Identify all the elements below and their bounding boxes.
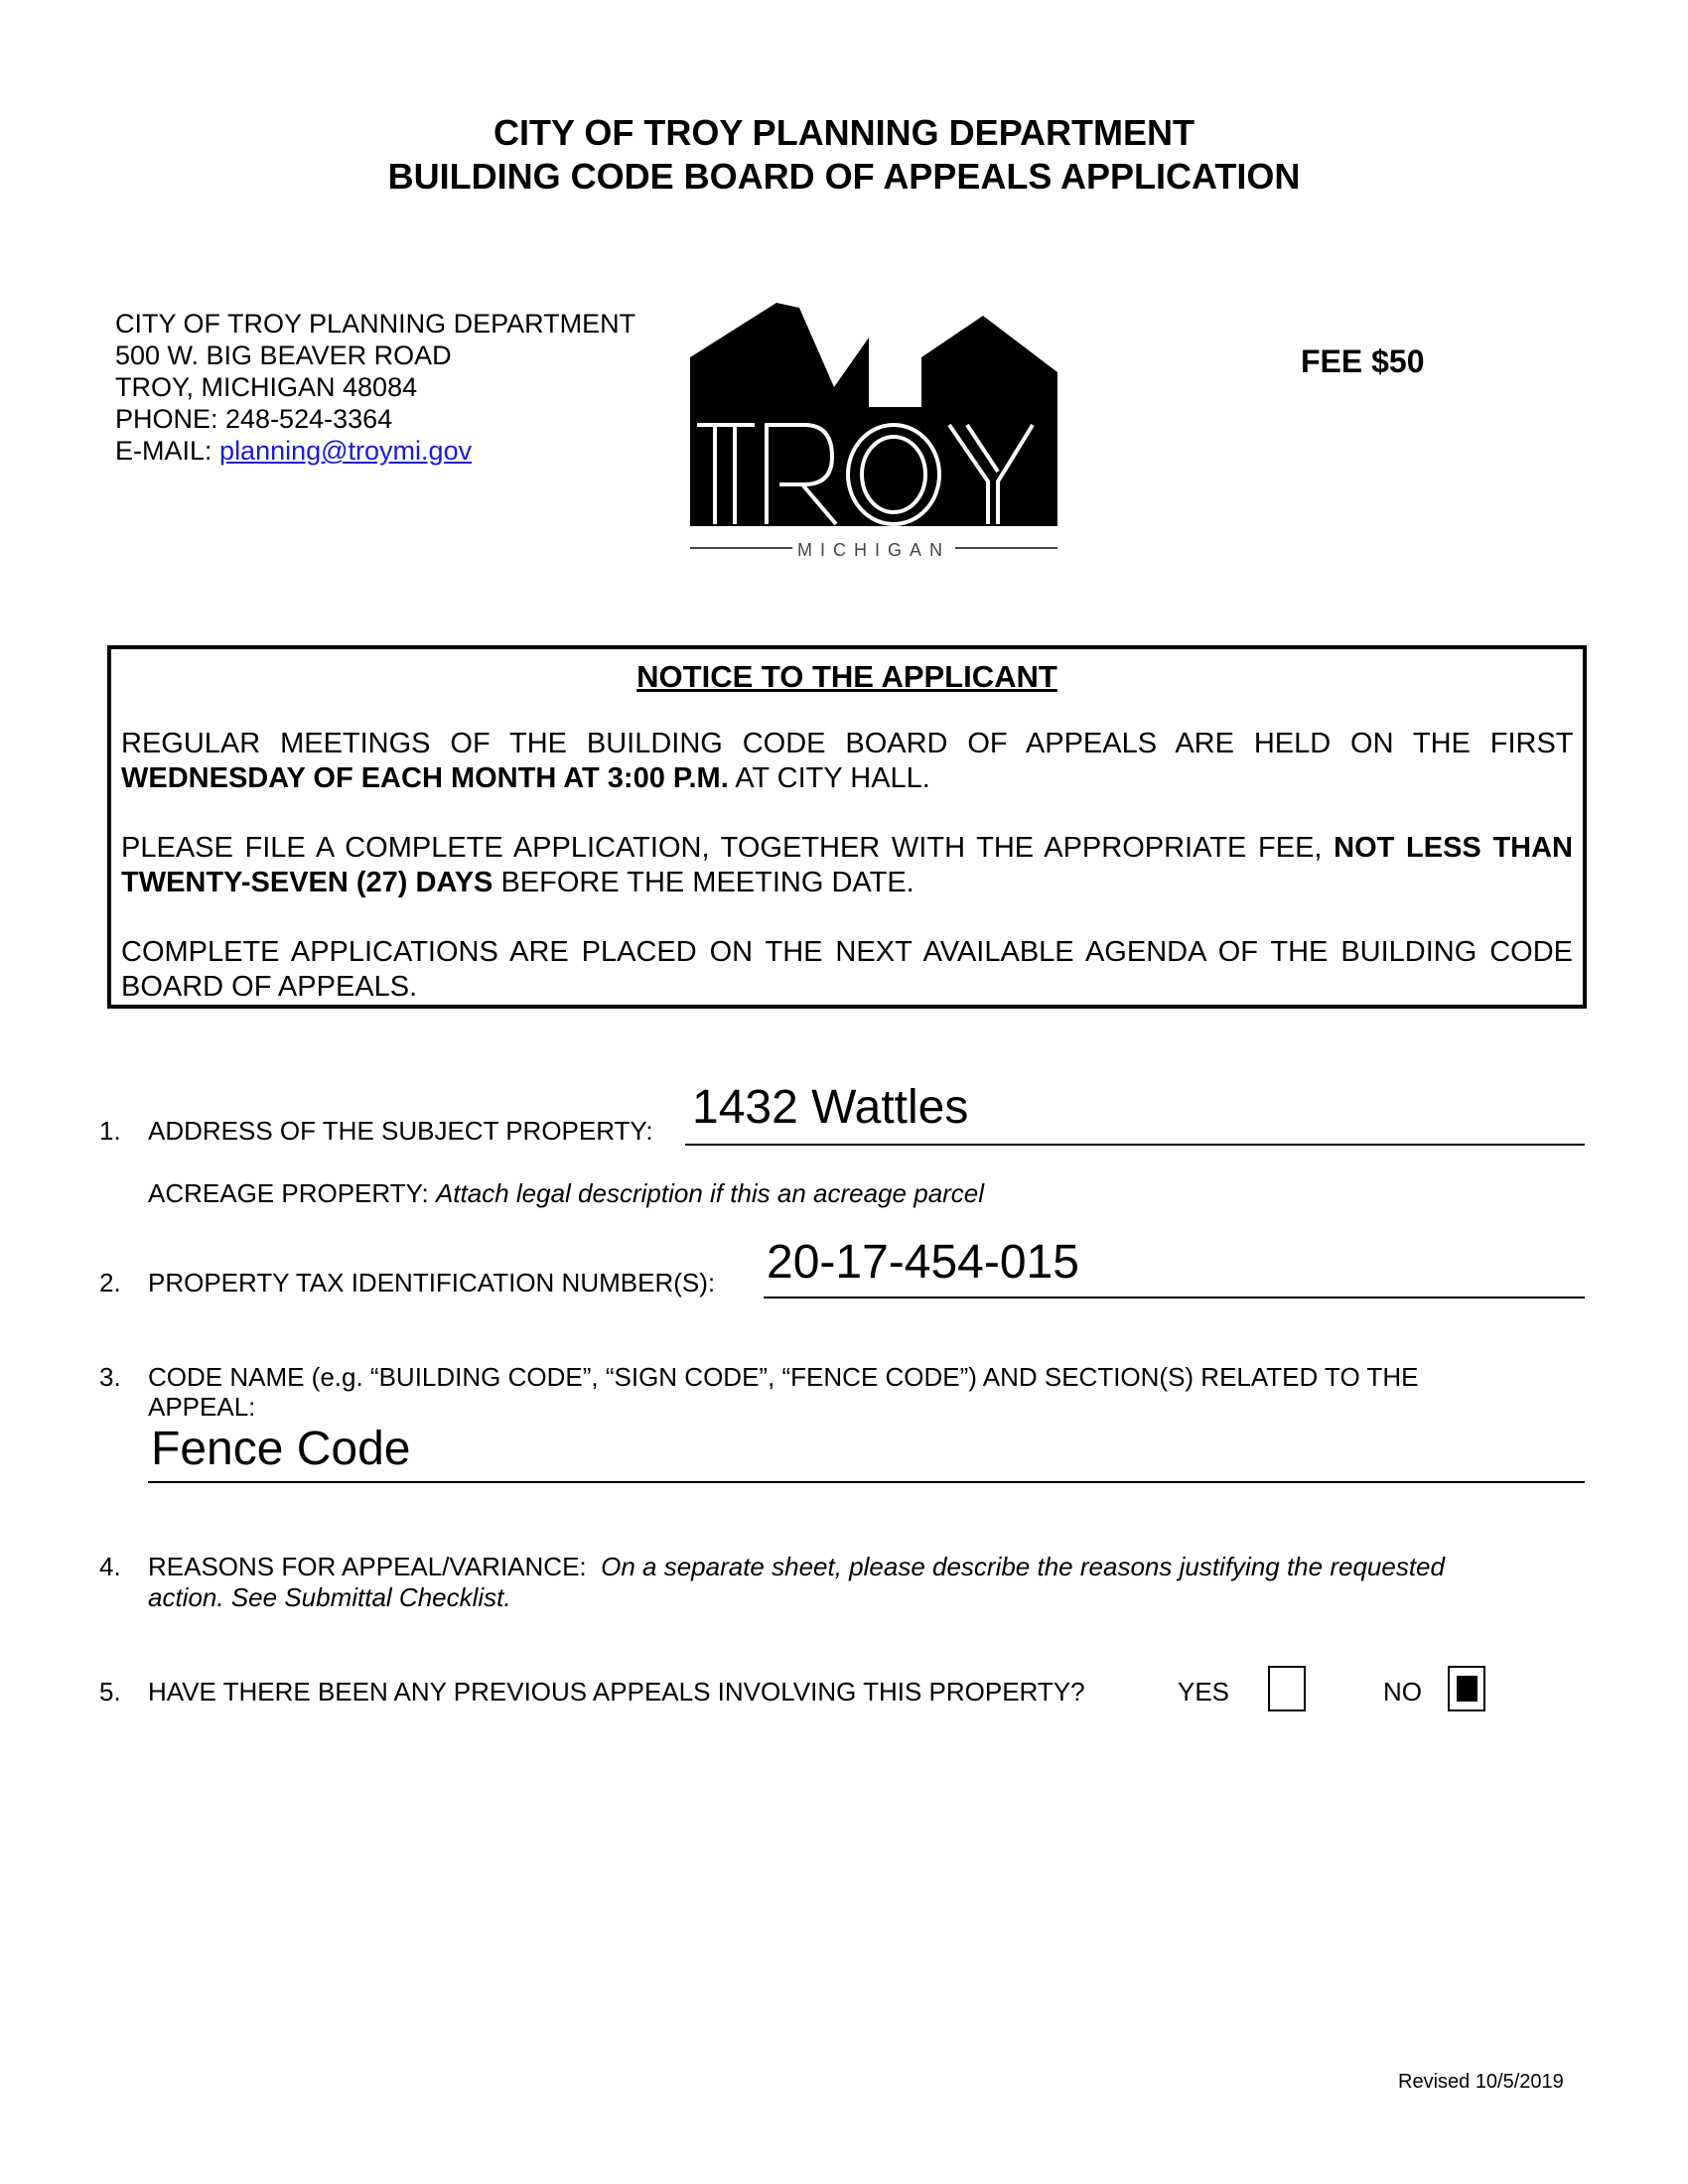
troy-logo: [685, 298, 1062, 561]
contact-city: TROY, MICHIGAN 48084: [115, 372, 418, 402]
contact-phone: PHONE: 248-524-3364: [115, 404, 393, 434]
q5-no-label: NO: [1383, 1677, 1422, 1706]
notice-p1-tail: AT CITY HALL.: [728, 762, 930, 794]
q1-label: ADDRESS OF THE SUBJECT PROPERTY:: [148, 1116, 653, 1146]
q2-label: PROPERTY TAX IDENTIFICATION NUMBER(S):: [148, 1268, 716, 1297]
notice-p2-text: PLEASE FILE A COMPLETE APPLICATION, TOGETHER WITH THE APPROPRIATE FEE,: [121, 832, 1335, 864]
contact-email-row: [115, 435, 635, 467]
q3-underline: [148, 1481, 1585, 1483]
logo-subtitle: MICHIGAN: [797, 540, 950, 560]
q3-number: 3.: [99, 1362, 121, 1392]
q3-label-line-1: CODE NAME (e.g. “BUILDING CODE”, “SIGN CODE”, “FENCE CODE”) AND SECTION(S) RELATED TO THE: [148, 1362, 1419, 1392]
notice-title: NOTICE TO THE APPLICANT: [636, 659, 1057, 694]
contact-email-label: E-MAIL:: [115, 436, 212, 466]
notice-p1-text: REGULAR MEETINGS OF THE BUILDING CODE BOARD OF APPEALS ARE HELD ON THE FIRST: [121, 728, 1573, 759]
q1-number: 1.: [99, 1116, 121, 1146]
contact-department: CITY OF TROY PLANNING DEPARTMENT: [115, 309, 636, 339]
acreage-note: Attach legal description if this an acreage parcel: [435, 1178, 985, 1208]
q4-note-line-1: On a separate sheet, please describe the reasons justifying the requested: [601, 1552, 1445, 1581]
acreage-label: ACREAGE PROPERTY:: [148, 1178, 429, 1208]
q1-address-value[interactable]: 1432 Wattles: [692, 1081, 969, 1134]
contact-block: [115, 308, 635, 467]
q4-row-1: [148, 1552, 1445, 1582]
acreage-row: [148, 1178, 984, 1209]
q5-label: HAVE THERE BEEN ANY PREVIOUS APPEALS INVOLVING THIS PROPERTY?: [148, 1677, 1085, 1706]
q2-number: 2.: [99, 1268, 121, 1297]
notice-box: [107, 645, 1587, 1009]
form-title-line-1: CITY OF TROY PLANNING DEPARTMENT: [492, 112, 1196, 153]
q5-number: 5.: [99, 1677, 121, 1706]
notice-paragraph-1: [121, 727, 1573, 796]
notice-paragraph-3: COMPLETE APPLICATIONS ARE PLACED ON THE NEXT AVAILABLE AGENDA OF THE BUILDING CODE BOARD OF APPEALS.: [121, 936, 1573, 1003]
q5-no-checkmark: [1457, 1676, 1477, 1702]
notice-p2-bold: NOT LESS THAN TWENTY-SEVEN (27) DAYS: [121, 832, 1573, 898]
contact-email-link[interactable]: planning@troymi.gov: [219, 436, 473, 466]
q3-label-line-2: APPEAL:: [148, 1392, 256, 1422]
notice-paragraph-2: [121, 831, 1573, 900]
q2-tax-id-value[interactable]: 20-17-454-015: [767, 1236, 1079, 1289]
q2-underline: [764, 1297, 1585, 1298]
q3-code-name-value[interactable]: Fence Code: [151, 1423, 411, 1475]
q4-note-line-2: action. See Submittal Checklist.: [148, 1582, 511, 1612]
q4-number: 4.: [99, 1552, 121, 1581]
form-title-line-2: BUILDING CODE BOARD OF APPEALS APPLICATION: [387, 156, 1301, 197]
q5-yes-checkbox[interactable]: [1268, 1666, 1306, 1711]
q5-no-checkbox[interactable]: [1448, 1666, 1485, 1711]
contact-street: 500 W. BIG BEAVER ROAD: [115, 341, 452, 370]
notice-p1-bold: WEDNESDAY OF EACH MONTH AT 3:00 P.M.: [121, 762, 729, 794]
notice-p2-tail: BEFORE THE MEETING DATE.: [492, 867, 914, 898]
fee-label: FEE $50: [1301, 343, 1425, 379]
q4-label: REASONS FOR APPEAL/VARIANCE:: [148, 1552, 587, 1581]
q1-underline: [685, 1144, 1585, 1146]
q5-yes-label: YES: [1178, 1677, 1230, 1706]
revised-date: Revised 10/5/2019: [1398, 2071, 1564, 2093]
